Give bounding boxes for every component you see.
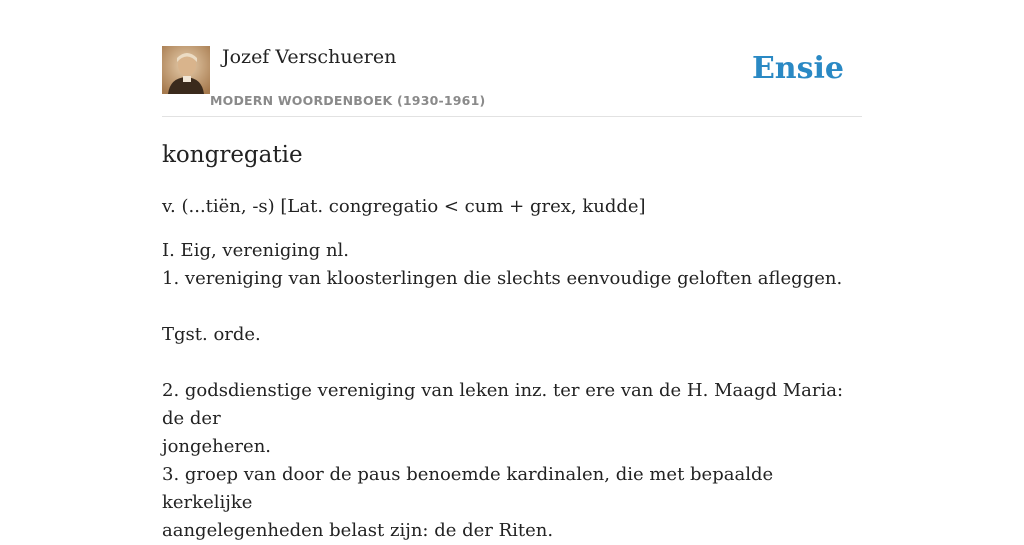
entry-definitions bbox=[162, 237, 862, 545]
entry-header bbox=[162, 46, 862, 117]
entry-term: kongregatie bbox=[162, 142, 303, 168]
definition-spacer bbox=[162, 349, 862, 377]
entry-etymology: v. (...tiën, -s) [Lat. congregatio < cum + grex, kudde] bbox=[162, 196, 646, 217]
definition-line: Tgst. orde. bbox=[162, 324, 261, 345]
definition-line: aangelegenheden belast zijn: de der Riten. bbox=[162, 520, 554, 541]
definition-line: 2. godsdienstige vereniging van leken inz. ter ere van de H. Maagd Maria: de der bbox=[162, 380, 844, 429]
author-name[interactable]: Jozef Verschueren bbox=[222, 46, 397, 68]
definition-line: jongeheren. bbox=[162, 436, 272, 457]
definition-line: I. Eig, vereniging nl. bbox=[162, 240, 350, 261]
definition-spacer bbox=[162, 293, 862, 321]
definition-line: 3. groep van door de paus benoemde kardinalen, die met bepaalde kerkelijke bbox=[162, 464, 774, 513]
definition-line: 1. vereniging van kloosterlingen die slechts eenvoudige geloften afleggen. bbox=[162, 268, 843, 289]
entry-content bbox=[162, 136, 862, 545]
author-avatar[interactable] bbox=[162, 46, 210, 94]
source-dictionary[interactable]: MODERN WOORDENBOEK (1930-1961) bbox=[210, 93, 486, 108]
ensie-logo[interactable]: Ensie bbox=[751, 51, 844, 86]
portrait-photo-icon bbox=[162, 46, 210, 94]
